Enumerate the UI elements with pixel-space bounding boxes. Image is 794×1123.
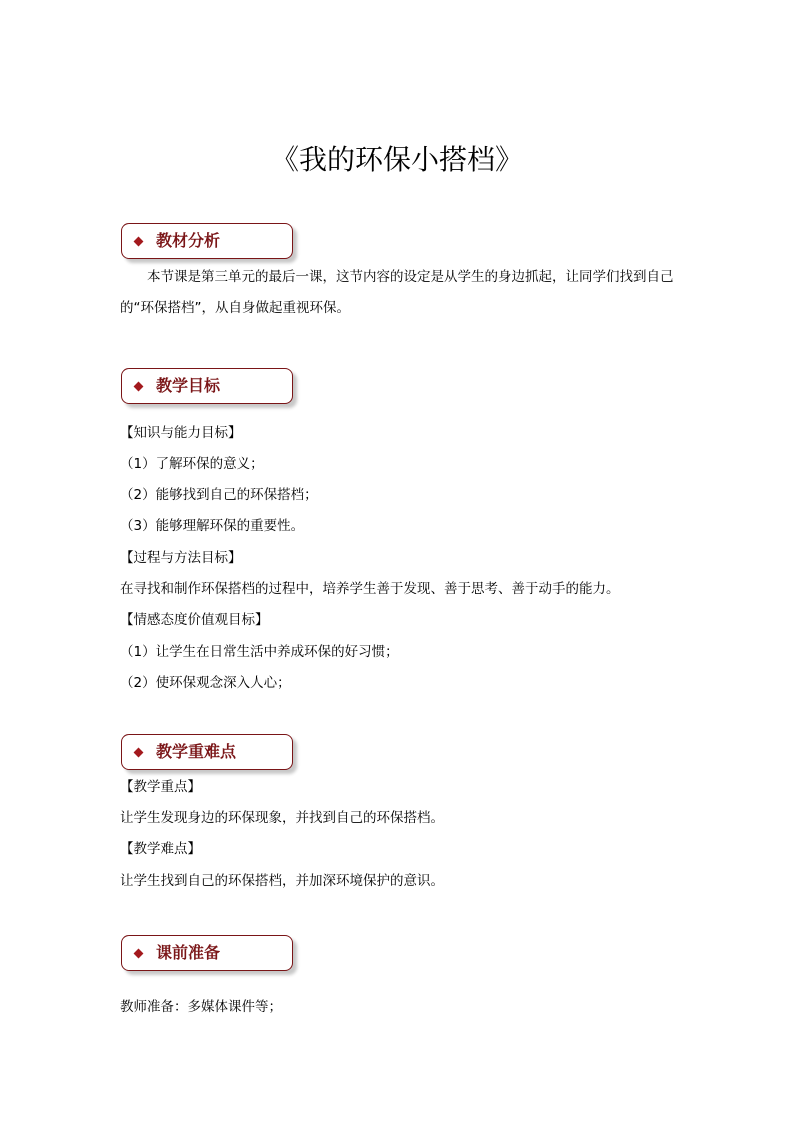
- teacher-preparation-text: 教师准备：多媒体课件等；: [120, 999, 282, 1015]
- knowledge-item: （3）能够理解环保的重要性。: [120, 518, 305, 534]
- knowledge-item: （1）了解环保的意义；: [120, 456, 264, 472]
- knowledge-item: （2）能够找到自己的环保搭档；: [120, 487, 318, 503]
- process-text: 在寻找和制作环保搭档的过程中，培养学生善于发现、善于思考、善于动手的能力。: [120, 581, 620, 597]
- focus-text: 让学生发现身边的环保现象，并找到自己的环保搭档。: [120, 810, 444, 826]
- diamond-icon: [134, 237, 144, 247]
- document-title: 《我的环保小搭档》: [270, 143, 523, 176]
- section-heading-label: 教学重难点: [156, 742, 237, 761]
- analysis-paragraph: [120, 262, 680, 324]
- difficulty-text: 让学生找到自己的环保搭档，并加深环境保护的意识。: [120, 873, 444, 889]
- knowledge-heading: 【知识与能力目标】: [120, 425, 242, 441]
- section-heading-objectives: [121, 368, 293, 404]
- section-heading-key-points: [121, 734, 293, 770]
- diamond-icon: [134, 382, 144, 392]
- focus-heading: 【教学重点】: [120, 779, 201, 795]
- emotion-item: （1）让学生在日常生活中养成环保的好习惯；: [120, 644, 399, 660]
- difficulty-heading: 【教学难点】: [120, 841, 201, 857]
- emotion-item: （2）使环保观念深入人心；: [120, 675, 291, 691]
- section-heading-label: 教材分析: [156, 231, 221, 250]
- section-heading-label: 课前准备: [156, 943, 221, 962]
- section-heading-analysis: [121, 223, 293, 259]
- diamond-icon: [134, 949, 144, 959]
- process-heading: 【过程与方法目标】: [120, 550, 242, 566]
- section-heading-label: 教学目标: [156, 376, 221, 395]
- emotion-heading: 【情感态度价值观目标】: [120, 612, 269, 628]
- section-heading-preparation: [121, 935, 293, 971]
- diamond-icon: [134, 748, 144, 758]
- analysis-paragraph-text: 本节课是第三单元的最后一课，这节内容的设定是从学生的身边抓起，让同学们找到自己的“环保搭档”，从自身做起重视环保。: [120, 269, 674, 316]
